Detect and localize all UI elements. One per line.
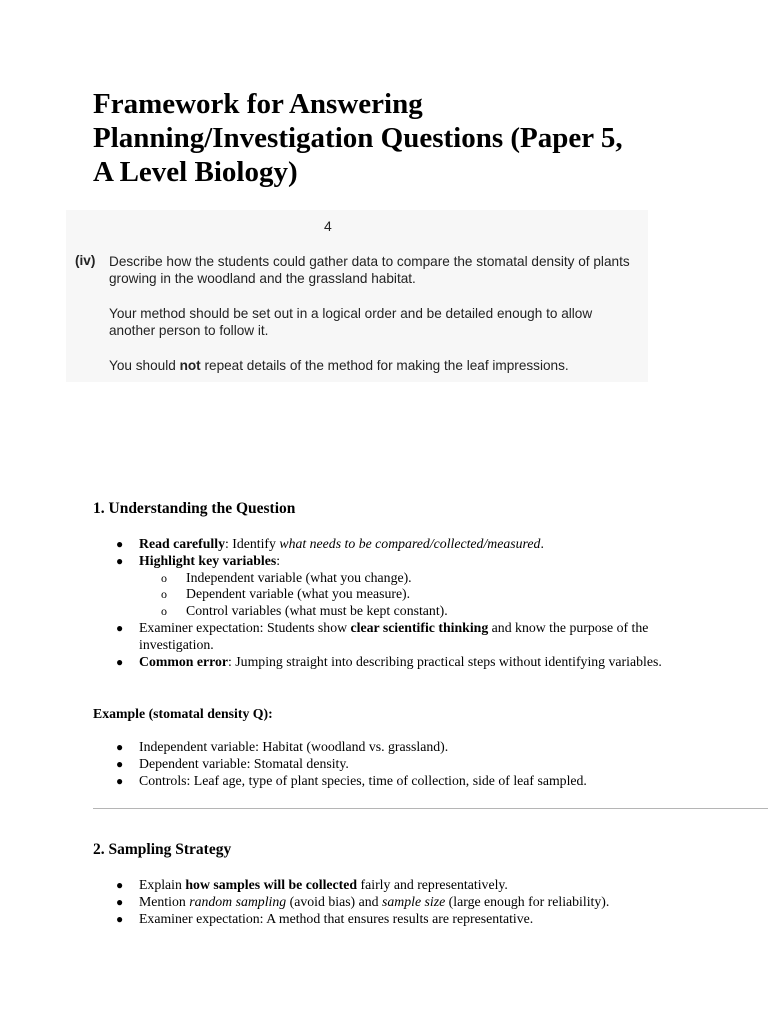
item-bold: clear scientific thinking [350, 619, 489, 635]
title-line-1: Framework for Answering [93, 88, 423, 120]
list-item [0, 739, 674, 756]
sublist-item [139, 586, 674, 603]
bullet-icon: ● [116, 773, 124, 788]
list-item [0, 654, 674, 671]
section-1-list [0, 536, 674, 670]
exam-page-number: 4 [324, 218, 332, 234]
item-bold: Common error [139, 653, 229, 669]
list-item [0, 553, 674, 620]
section-2-list [0, 877, 674, 927]
item-text: Mention [139, 893, 190, 909]
sublist-text: Control variables (what must be kept constant). [186, 603, 448, 619]
list-item [0, 773, 674, 790]
item-text: Examiner expectation: A method that ensures results are representative. [139, 910, 534, 926]
horizontal-divider [93, 808, 768, 809]
title-line-2: Planning/Investigation Questions (Paper 5, [93, 122, 623, 154]
bullet-icon: ● [116, 537, 124, 551]
sublist-item [139, 570, 674, 587]
list-item [0, 756, 674, 773]
item-italic: sample size [381, 893, 446, 909]
section-2-heading: 2. Sampling Strategy [93, 841, 232, 858]
list-item [0, 911, 674, 928]
example-list [0, 739, 674, 789]
item-text: (avoid bias) and [286, 893, 382, 909]
item-text: Explain [139, 877, 186, 892]
item-italic: what needs to be compared/collected/measured [279, 536, 541, 551]
item-end: (large enough for reliability). [445, 893, 610, 909]
title-line-3: A Level Biology) [93, 156, 298, 188]
circle-bullet-icon: o [161, 604, 167, 619]
list-item [0, 877, 674, 894]
bullet-icon: ● [116, 756, 124, 771]
bullet-icon: ● [116, 654, 124, 669]
item-text: Dependent variable: Stomatal density. [139, 755, 349, 771]
item-text: Examiner expectation: Students show [139, 619, 351, 635]
item-text: : Jumping straight into describing practical steps without identifying variables. [228, 653, 662, 669]
list-item [0, 620, 674, 654]
section-1-heading: 1. Understanding the Question [93, 500, 296, 517]
exam-question-image [66, 210, 648, 382]
bullet-icon: ● [116, 620, 124, 635]
item-bold: Highlight key variables [139, 552, 277, 568]
list-item [0, 894, 674, 911]
sublist-item [139, 603, 674, 620]
sublist-text: Independent variable (what you change). [186, 569, 412, 585]
item-bold: how samples will be collected [185, 877, 358, 892]
sublist-text: Dependent variable (what you measure). [186, 586, 411, 602]
item-end: fairly and representatively. [357, 877, 508, 892]
item-bold: Read carefully [139, 536, 225, 551]
para3-text-b: repeat details of the method for making the leaf impressions. [200, 358, 569, 373]
bullet-icon: ● [116, 740, 124, 754]
item-text: Independent variable: Habitat (woodland vs. grassland). [139, 739, 449, 754]
question-number: (iv) [75, 253, 96, 268]
bullet-icon: ● [116, 878, 124, 892]
question-paragraph-1: Describe how the students could gather data to compare the stomatal density of plants growing in the woodland and the grassland habitat. [109, 254, 630, 286]
variables-sublist [139, 570, 674, 620]
item-end: . [540, 536, 544, 551]
bullet-icon: ● [116, 911, 124, 926]
para3-text-a: You should [109, 358, 180, 373]
question-paragraph-2: Your method should be set out in a logical order and be detailed enough to allow another person to follow it. [109, 306, 593, 338]
bullet-icon: ● [116, 553, 124, 568]
bullet-icon: ● [116, 894, 124, 909]
item-end: and know the purpose of the investigation. [139, 619, 649, 652]
page-title [93, 87, 733, 189]
item-italic: random sampling [189, 893, 287, 909]
circle-bullet-icon: o [161, 587, 167, 602]
list-item [0, 536, 674, 553]
para3-bold: not [179, 358, 201, 373]
item-text: Controls: Leaf age, type of plant species, time of collection, side of leaf sampled. [139, 772, 587, 788]
item-end: : [276, 552, 281, 568]
example-heading: Example (stomatal density Q): [93, 706, 273, 721]
item-text: : Identify [224, 536, 280, 551]
question-paragraph-3 [109, 357, 639, 374]
circle-bullet-icon: o [161, 570, 167, 585]
